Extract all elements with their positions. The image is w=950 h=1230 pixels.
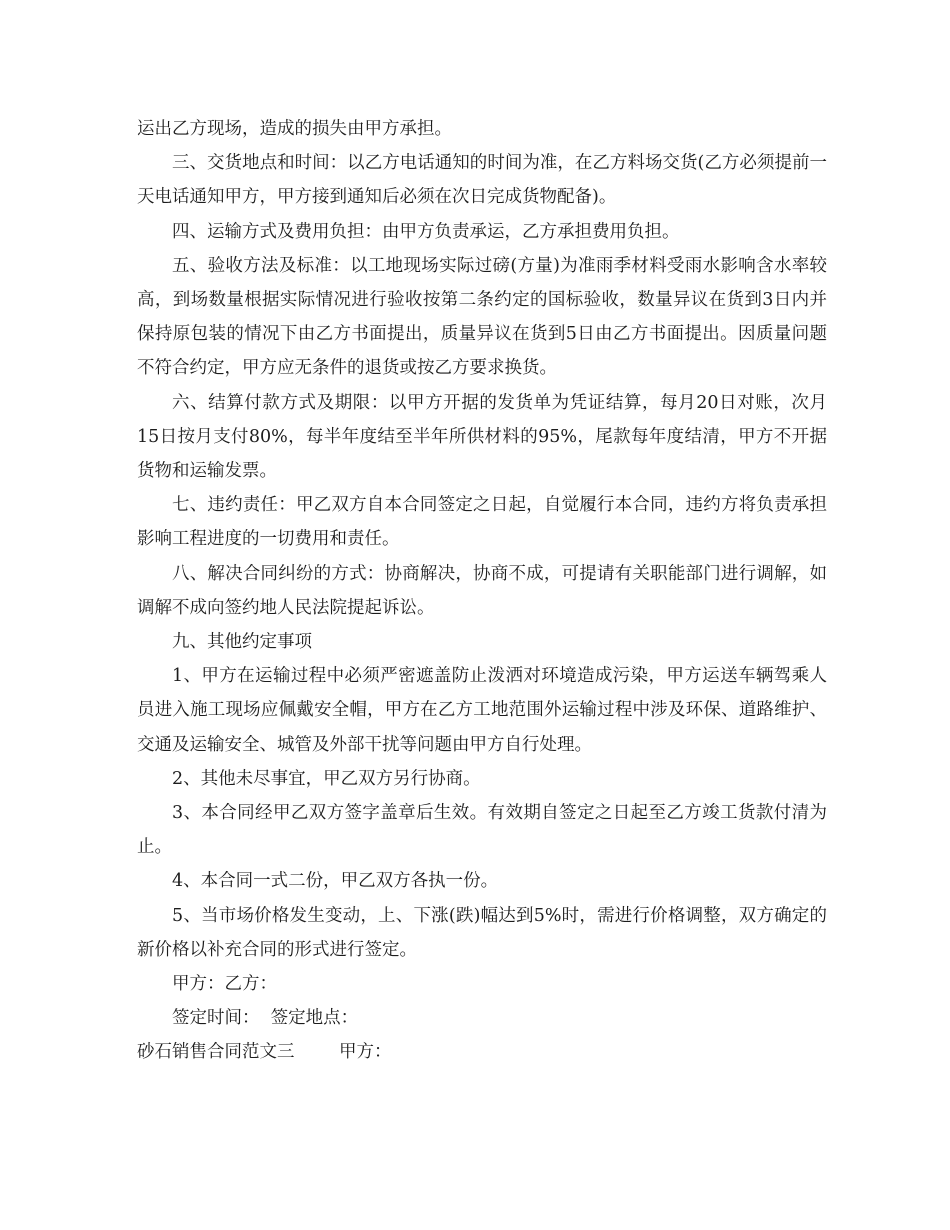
paragraph-payment: 六、结算付款方式及期限：以甲方开据的发货单为凭证结算，每月20日对账，次月15日按月支付80%，每半年度结至半年所供材料的95%，尾款每年度结清，甲方不开据货物和运输发票。 [137,392,827,482]
paragraph-1: 运出乙方现场，造成的损失由甲方承担。 [137,119,452,139]
paragraph-transport: 四、运输方式及费用负担：由甲方负责承运，乙方承担费用负担。 [172,221,680,242]
paragraph-other-1: 1、甲方在运输过程中必须严密遮盖防止泼洒对环境造成污染，甲方运送车辆驾乘人员进入施工现场应佩戴安全帽，甲方在乙方工地范围外运输过程中涉及环保、道路维护、交通及运输安全、城管及外部干扰等问题由甲方自行处理。 [137,666,827,755]
paragraph-dispute: 八、解决合同纠纷的方式：协商解决，协商不成，可提请有关职能部门进行调解，如调解不成向签约地人民法院提起诉讼。 [137,563,827,618]
paragraph-other-3: 3、本合同经甲乙双方签字盖章后生效。有效期自签定之日起至乙方竣工货款付清为止。 [137,803,827,858]
signature-parties: 甲方：乙方： [172,974,277,995]
paragraph-other-heading: 九、其他约定事项 [172,632,312,653]
next-contract-title: 砂石销售合同范文三 甲方： [137,1042,392,1063]
paragraph-liability: 七、违约责任：甲乙双方自本合同签定之日起，自觉履行本合同，违约方将负责承担影响工程进度的一切费用和责任。 [137,495,827,550]
document-body [137,112,827,1070]
signature-time-place: 签定时间： 签定地点： [172,1008,359,1029]
paragraph-other-2: 2、其他未尽事宜，甲乙双方另行协商。 [172,768,481,789]
paragraph-delivery: 三、交货地点和时间：以乙方电话通知的时间为准，在乙方料场交货(乙方必须提前一天电话通知甲方，甲方接到通知后必须在次日完成货物配备)。 [137,153,827,208]
paragraph-other-4: 4、本合同一式二份，甲乙双方各执一份。 [172,871,499,892]
paragraph-other-5: 5、当市场价格发生变动，上、下涨(跌)幅达到5%时，需进行价格调整，双方确定的新价格以补充合同的形式进行签定。 [137,905,827,960]
paragraph-acceptance: 五、验收方法及标准：以工地现场实际过磅(方量)为准雨季材料受雨水影响含水率较高，到场数量根据实际情况进行验收按第二条约定的国标验收，数量异议在货到3日内并保持原包装的情况下由乙方书面提出，质量异议在货到5日由乙方书面提出。因质量问题不符合约定，甲方应无条件的退货或按乙方要求换货。 [137,255,827,379]
